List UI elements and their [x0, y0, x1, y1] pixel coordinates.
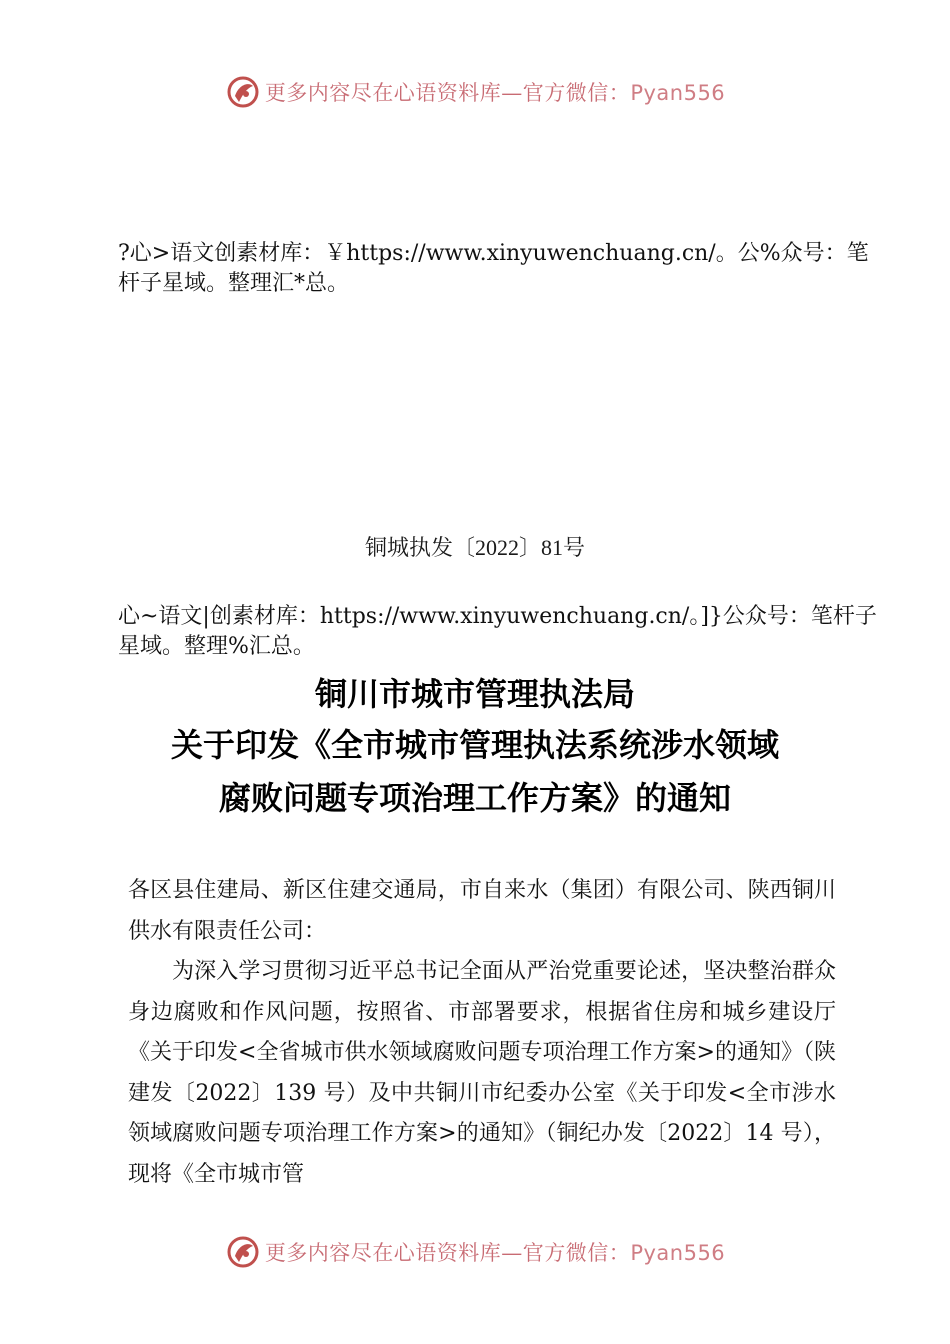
library-logo-icon	[225, 1234, 261, 1270]
addressee: 各区县住建局、新区住建交通局，市自来水（集团）有限公司、陕西铜川供水有限责任公司：	[128, 878, 836, 944]
watermark-text-2: 心~语文|创素材库：https://www.xinyuwenchuang.cn/。]}公众号：笔杆子星域。整理%汇总。	[118, 604, 877, 659]
banner-wechat-id: Pyan556	[630, 1241, 726, 1265]
document-body	[128, 871, 836, 1195]
banner-text: 更多内容尽在心语资料库—官方微信：Pyan556	[264, 1241, 726, 1265]
body-paragraph-1: 为深入学习贯彻习近平总书记全面从严治党重要论述，坚决整治群众身边腐败和作风问题，按照省、市部署要求，根据省住房和城乡建设厅《关于印发<全省城市供水领域腐败问题专项治理工作方案>的通知》（陕建发〔2022〕139 号）及中共铜川市纪委办公室《关于印发<全市涉水领域腐败问题专项治理工作方案>的通知》（铜纪办发〔2022〕14 号），现将《全市城市管	[128, 959, 836, 1187]
title-line-1: 铜川市城市管理执法局	[314, 675, 635, 713]
title-line-3: 腐败问题专项治理工作方案》的通知	[218, 779, 731, 817]
footer-banner	[0, 1232, 950, 1272]
header-banner	[0, 72, 950, 112]
document-number: 铜城执发〔2022〕81号	[364, 535, 585, 560]
banner-wechat-id: Pyan556	[630, 81, 726, 105]
watermark-text-1: ?心>语文创素材库：￥https://www.xinyuwenchuang.cn/。公%众号：笔杆子星域。整理汇*总。	[118, 241, 869, 296]
banner-text: 更多内容尽在心语资料库—官方微信：Pyan556	[264, 81, 726, 105]
title-line-2: 关于印发《全市城市管理执法系统涉水领域	[170, 726, 779, 764]
library-logo-icon	[225, 74, 261, 110]
